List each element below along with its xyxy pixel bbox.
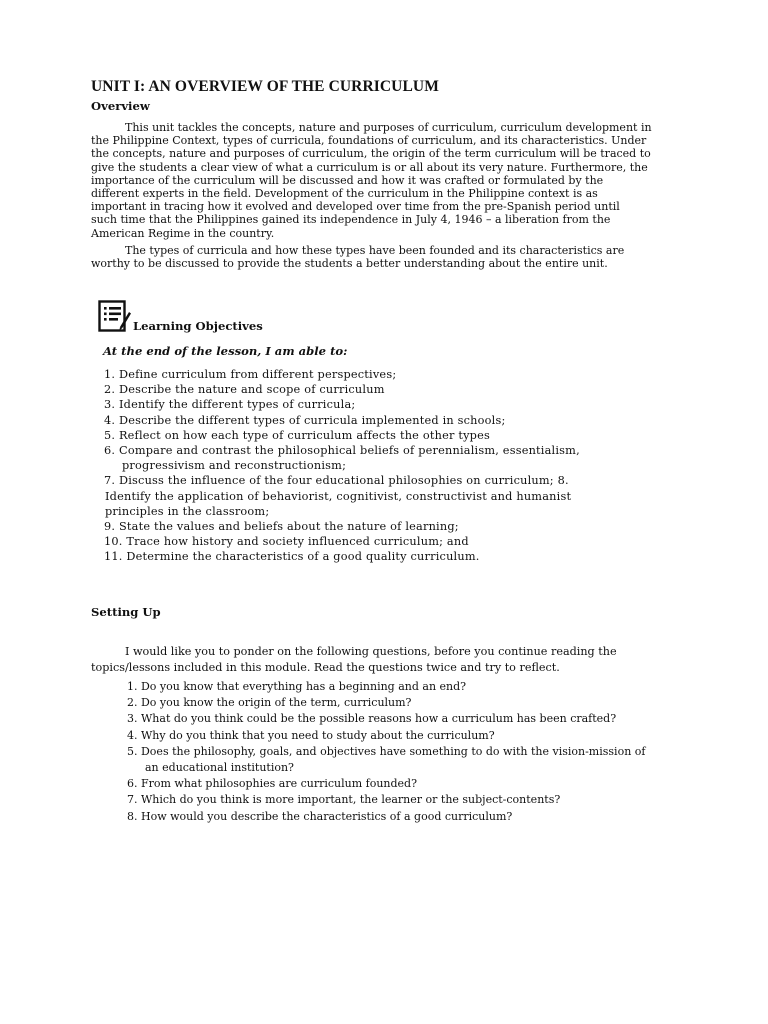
- overview-line: importance of the curriculum will be discussed and how it was crafted or formulated by the: [91, 173, 604, 187]
- setting-up-heading: Setting Up: [91, 605, 161, 619]
- list-item: 5. Reflect on how each type of curriculum affects the other types: [104, 428, 490, 442]
- list-item: an educational institution?: [145, 761, 294, 775]
- list-item: 7. Discuss the influence of the four educational philosophies on curriculum; 8.: [104, 474, 569, 488]
- list-item: 6. Compare and contrast the philosophical beliefs of perennialism, essentialism,: [104, 444, 580, 458]
- learning-objectives-list: [104, 367, 580, 565]
- overview-paragraph-2: [91, 244, 624, 270]
- overview-line: The types of curricula and how these types have been founded and its characteristics are: [125, 244, 625, 257]
- overview-line: worthy to be discussed to provide the students a better understanding about the entire unit.: [91, 257, 608, 271]
- overview-line: the concepts, nature and purposes of curriculum, the origin of the term curriculum will be traced to: [91, 147, 651, 161]
- unit-title: UNIT I: AN OVERVIEW OF THE CURRICULUM: [91, 78, 439, 95]
- overview-line: the Philippine Context, types of curricula, foundations of curriculum, and its characteristics. Under: [91, 134, 647, 148]
- list-item: progressivism and reconstructionism;: [122, 459, 347, 473]
- overview-paragraph-1: [91, 121, 652, 240]
- list-item: Identify the application of behaviorist, cognitivist, constructivist and humanist: [105, 489, 572, 503]
- setting-line: I would like you to ponder on the following questions, before you continue reading the: [125, 645, 617, 658]
- list-item: 8. How would you describe the characteristics of a good curriculum?: [127, 809, 513, 823]
- checklist-icon: [98, 300, 132, 332]
- list-item: 11. Determine the characteristics of a good quality curriculum.: [104, 550, 480, 564]
- list-item: 4. Why do you think that you need to study about the curriculum?: [127, 728, 495, 742]
- list-item: 5. Does the philosophy, goals, and objectives have something to do with the vision-mission of: [127, 744, 646, 758]
- list-item: 7. Which do you think is more important, the learner or the subject-contents?: [127, 793, 561, 807]
- list-item: 3. What do you think could be the possible reasons how a curriculum has been crafted?: [127, 712, 617, 726]
- list-item: 6. From what philosophies are curriculum founded?: [127, 777, 417, 791]
- list-item: 3. Identify the different types of curricula;: [104, 398, 356, 412]
- overview-line: such time that the Philippines gained its independence in July 4, 1946 – a liberation from the: [91, 213, 611, 227]
- learning-objectives-intro: At the end of the lesson, I am able to:: [103, 344, 348, 358]
- setting-up-paragraph: [91, 644, 617, 675]
- list-item: 1. Do you know that everything has a beginning and an end?: [127, 680, 467, 693]
- overview-line: important in tracing how it evolved and developed over time from the pre-Spanish period until: [91, 200, 620, 214]
- list-item: 2. Describe the nature and scope of curriculum: [104, 383, 385, 397]
- setting-line: topics/lessons included in this module. Read the questions twice and try to reflect.: [91, 660, 560, 674]
- overview-line: American Regime in the country.: [91, 226, 275, 240]
- learning-objectives-heading: Learning Objectives: [133, 319, 263, 333]
- list-item: 10. Trace how history and society influenced curriculum; and: [104, 535, 469, 549]
- overview-line: This unit tackles the concepts, nature and purposes of curriculum, curriculum development in: [125, 121, 652, 134]
- list-item: 2. Do you know the origin of the term, curriculum?: [127, 696, 412, 710]
- questions-list: [127, 679, 645, 825]
- list-item: 1. Define curriculum from different perspectives;: [104, 368, 397, 381]
- list-item: principles in the classroom;: [105, 504, 270, 518]
- list-item: 4. Describe the different types of curricula implemented in schools;: [104, 413, 506, 427]
- overview-line: different experts in the field. Development of the curriculum in the Philippine context is as: [91, 187, 598, 201]
- list-item: 9. State the values and beliefs about the nature of learning;: [104, 520, 459, 534]
- overview-line: give the students a clear view of what a curriculum is or all about its very nature. Furthermore, the: [91, 160, 648, 174]
- overview-heading: Overview: [91, 99, 150, 113]
